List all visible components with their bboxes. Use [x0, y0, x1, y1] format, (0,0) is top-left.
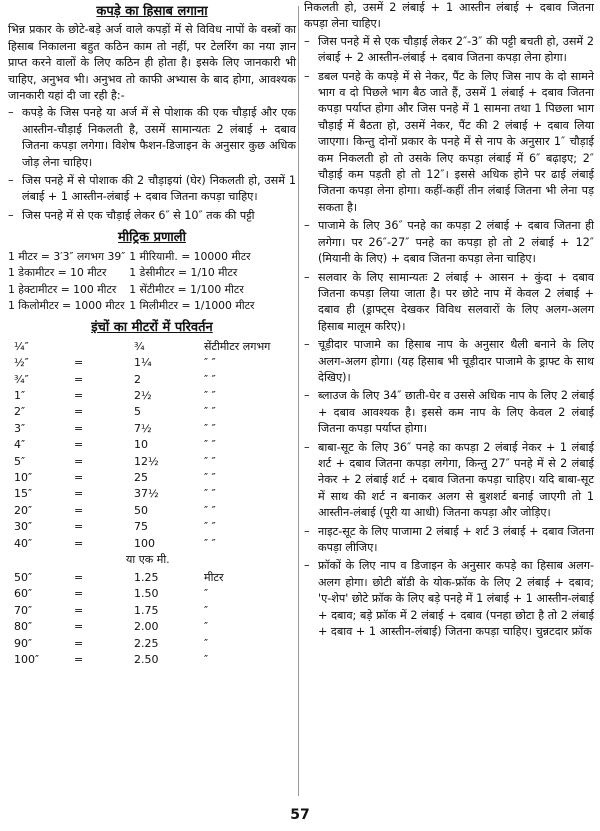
table-row	[14, 421, 284, 437]
table-cell-unit: ″ ″	[204, 454, 216, 468]
table-cell: 1 मीटर = 3′3″ लगभग 39″	[8, 249, 126, 263]
table-row	[14, 570, 284, 586]
table-cell-unit: ″ ″	[204, 356, 216, 370]
table-cell-eq: =	[74, 603, 84, 617]
meter-subheading: या एक मी.	[126, 553, 170, 566]
list-item: – फ्रॉकों के लिए नाप व डिजाइन के अनुसार कपड़े का हिसाब अलग-अलग होगा। छोटी बॉडी के योक-फ्रॉक के लिए 2 लंबाई + दबाव; 'ए-शेप' छोटे फ्रॉक के लिए बड़े पनहे में 1 लंबाई + 1 आस्तीन-लंबाई + दबाव; बड़े फ्रॉक में 2 लंबाई + दबाव (पनहा छोटा है तो 2 लंबाई + दबाव + 1 आस्तीन-लंबाई) जितना कपड़ा चाहिए। चुन्नटदार फ्रॉक	[304, 558, 594, 640]
table-cell-val: 10	[134, 438, 148, 452]
table-cell-val: ¾	[134, 339, 145, 353]
table-cell-val: 12½	[134, 454, 159, 468]
right-bullet-list	[304, 34, 594, 641]
table-cell-val: 1.50	[134, 587, 159, 601]
table-row	[8, 298, 258, 314]
table-cell-eq: =	[74, 372, 84, 386]
table-row	[14, 636, 284, 652]
table-row	[14, 437, 284, 453]
table-cell: 1 सेंटीमीटर = 1/100 मीटर	[129, 282, 244, 296]
table-cell-unit: ″ ″	[204, 372, 216, 386]
table-cell-val: 2½	[134, 388, 152, 402]
table-row	[14, 355, 284, 371]
table-row	[14, 652, 284, 668]
table-cell-eq: =	[74, 653, 84, 667]
table-cell-val: 37½	[134, 487, 159, 501]
table-cell-val: 1.75	[134, 603, 159, 617]
table-cell-unit: ″	[204, 636, 209, 650]
table-cell-unit: मीटर	[204, 571, 224, 584]
table-row	[14, 388, 284, 404]
table-cell-eq: =	[74, 421, 84, 435]
table-cell-val: 25	[134, 470, 148, 484]
table-row	[8, 265, 258, 281]
table-row	[14, 372, 284, 388]
continuation-text: निकलती हो, उसमें 2 लंबाई + 1 आस्तीन लंबाई + दबाव जितना कपड़ा लेना चाहिए।	[304, 1, 594, 31]
table-cell-inch: 4″	[14, 438, 26, 452]
table-cell-val: 1¼	[134, 356, 152, 370]
table-cell-inch: 2″	[14, 405, 26, 419]
table-cell-eq: =	[74, 487, 84, 501]
meter-conversion-table	[14, 570, 284, 668]
table-cell-unit: सेंटीमीटर लगभग	[204, 339, 271, 353]
table-cell-val: 2.25	[134, 636, 159, 650]
table-cell-inch: 30″	[14, 520, 33, 534]
table-row	[14, 470, 284, 486]
list-item: – चूड़ीदार पाजामे का हिसाब नाप के अनुसार थैली बनाने के लिए अलग-अलग होगा। (यह हिसाब भी चूड़ीदार पाजामे के ड्राफ्ट के साथ देखिए)।	[304, 337, 594, 386]
intro-paragraph: भिन्न प्रकार के छोटे-बड़े अर्ज वाले कपड़ों में से विविध नापों के वस्त्रों का हिसाब निकालना बहुत कठिन काम तो नहीं, पर टेलरिंग का नया ज्ञान प्राप्त करने वालों के लिए कठिन ही होता है। इसके लिए जानकारी भी चाहिए, अनुभव भी। अनुभव तो काफी अभ्यास के बाद होगा, आवश्यक जानकारी यहां दी जा रही है:-	[8, 23, 296, 103]
list-item: – जिस पनहे में से एक चौड़ाई लेकर 2″-3″ की पट्टी बचती हो, उसमें 2 लंबाई + 2 आस्तीन-लंबाई + दबाव जितना कपड़ा लेना होगा।	[304, 34, 594, 67]
table-cell-unit: ″ ″	[204, 405, 216, 419]
table-cell: 1 मीरियामी. = 10000 मीटर	[129, 249, 251, 263]
table-cell-unit: ″ ″	[204, 487, 216, 501]
section-heading: कपड़े का हिसाब लगाना	[96, 4, 208, 19]
table-cell-eq: =	[74, 587, 84, 601]
list-item: – नाइट-सूट के लिए पाजामा 2 लंबाई + शर्ट 3 लंबाई + दबाव जितना कपड़ा लीजिए।	[304, 524, 594, 557]
table-cell-inch: 100″	[14, 653, 40, 667]
metric-table	[8, 249, 258, 315]
table-cell-eq: =	[74, 536, 84, 550]
table-cell-unit: ″	[204, 587, 209, 601]
left-bullet-list	[8, 105, 296, 224]
table-cell-inch: 50″	[14, 571, 33, 584]
table-cell-val: 75	[134, 520, 148, 534]
table-cell-eq: =	[74, 470, 84, 484]
table-cell-inch: ¼″	[14, 339, 29, 353]
table-cell: 1 किलोमीटर = 1000 मीटर	[8, 298, 125, 312]
table-cell-inch: 80″	[14, 620, 33, 634]
table-cell-inch: 90″	[14, 636, 33, 650]
table-cell-inch: ½″	[14, 356, 29, 370]
table-cell-inch: 60″	[14, 587, 33, 601]
table-cell-eq: =	[74, 620, 84, 634]
table-cell-val: 1.25	[134, 571, 159, 584]
table-cell-inch: 15″	[14, 487, 33, 501]
table-cell-eq: =	[74, 356, 84, 370]
table-row	[14, 536, 284, 552]
table-row	[14, 404, 284, 420]
table-cell-unit: ″	[204, 653, 209, 667]
table-cell-eq: =	[74, 571, 84, 584]
table-cell-eq: =	[74, 454, 84, 468]
table-cell-val: 2	[134, 372, 141, 386]
list-item: – ब्लाउज के लिए 34″ छाती-घेर व उससे अधिक नाप के लिए 2 लंबाई + दबाव आवश्यक है। इससे कम नाप के लिए केवल 2 लंबाई जितना कपड़ा पर्याप्त होगा।	[304, 388, 594, 437]
table-cell-unit: ″	[204, 603, 209, 617]
column-divider	[298, 6, 299, 796]
table-cell-unit: ″ ″	[204, 503, 216, 517]
table-cell: 1 हेक्टामीटर = 100 मीटर	[8, 282, 117, 296]
table-cell-eq: =	[74, 405, 84, 419]
table-cell-eq: =	[74, 388, 84, 402]
list-item: – डबल पनहे के कपड़े में से नेकर, पैंट के लिए जिस नाप के दो सामने भाग व दो पिछले भाग बैठ जाते हैं, उसमें 1 लंबाई + दबाव जितना कपड़ा पर्याप्त होगा और जिस पनहे में 1 सामना तथा 1 पिछला भाग चौड़ाई में बैठता हो, उसमें नेकर, पैंट की 2 लंबाई + दबाव लिया जाएगा। किन्तु दोनों प्रकार के पनहे में से नाप के अनुसार 1″ चौड़ाई कम निकलती हो तो उसके लिए कपड़ा लंबाई में 6″ बढ़ाइए; 2″ चौड़ाई कम पड़ती हो तो 12″। इससे अधिक होने पर ढाई लंबाई जितना कपड़ा लेना होगा। कहीं-कहीं तीन लंबाई जितना भी लेना पड़ सकता है।	[304, 69, 594, 217]
list-item: – बाबा-सूट के लिए 36″ पनहे का कपड़ा 2 लंबाई नेकर + 1 लंबाई शर्ट + दबाव जितना कपड़ा लगेगा, किन्तु 27″ पनहे में से 2 लंबाई नेकर + 2 लंबाई शर्ट + दबाव जितना कपड़ा चाहिए। यदि बाबा-सूट में साथ की शर्ट न बनाकर अलग से बुशशर्ट बनाई जाएगी तो 1 आस्तीन-लंबाई (पूरी या आधी) जितना कपड़ा और जोड़िए।	[304, 440, 594, 522]
table-row	[8, 282, 258, 298]
table-row	[14, 339, 284, 355]
left-column	[8, 0, 296, 668]
table-cell-inch: 5″	[14, 454, 26, 468]
table-cell-eq: =	[74, 438, 84, 452]
list-item: – जिस पनहे में से एक चौड़ाई लेकर 6″ से 10″ तक की पट्टी	[8, 208, 296, 224]
table-row	[14, 503, 284, 519]
table-cell-inch: 1″	[14, 388, 26, 402]
table-cell-val: 7½	[134, 421, 152, 435]
table-row	[14, 486, 284, 502]
table-cell-inch: 10″	[14, 470, 33, 484]
table-cell-eq: =	[74, 636, 84, 650]
table-cell-unit: ″ ″	[204, 536, 216, 550]
table-cell-inch: 70″	[14, 603, 33, 617]
metric-heading: मीट्रिक प्रणाली	[118, 230, 186, 246]
table-row	[8, 249, 258, 265]
table-cell-val: 50	[134, 503, 148, 517]
table-cell-eq: =	[74, 503, 84, 517]
table-cell: 1 डेसीमीटर = 1/10 मीटर	[129, 266, 238, 280]
table-cell-unit: ″ ″	[204, 421, 216, 435]
conversion-heading: इंचों का मीटरों में परिवर्तन	[91, 320, 213, 336]
table-cell-val: 100	[134, 536, 155, 550]
table-row	[14, 454, 284, 470]
table-cell-inch: 3″	[14, 421, 26, 435]
table-cell-eq	[74, 339, 134, 355]
table-cell-unit: ″ ″	[204, 470, 216, 484]
list-item: – पाजामे के लिए 36″ पनहे का कपड़ा 2 लंबाई + दबाव जितना ही लगेगा। पर 26″-27″ पनहे का कपड़ा हो तो 2 लंबाई + 12″ (मियानी के लिए) + दबाव जितना कपड़ा लेना चाहिए।	[304, 218, 594, 267]
table-row	[14, 519, 284, 535]
conversion-table	[14, 339, 284, 552]
table-cell-unit: ″ ″	[204, 438, 216, 452]
list-item: – सलवार के लिए सामान्यतः 2 लंबाई + आसन + कुंदा + दबाव जितना कपड़ा लिया जाता है। पर छोटे नाप में केवल 2 लंबाई + दबाव ही (ड्राफ्ट्स देखकर विविध सलवारों के लिए अलग-अलग हिसाब मालूम करिए)।	[304, 270, 594, 336]
table-cell-inch: 20″	[14, 503, 33, 517]
table-cell-val: 5	[134, 405, 141, 419]
list-item: – कपड़े के जिस पनहे या अर्ज में से पोशाक की एक चौड़ाई और एक आस्तीन-चौड़ाई निकलती है, उसमें सामान्यतः 2 लंबाई + दबाव जितना कपड़ा लगेगा। विशेष फैशन-डिजाइन के अनुसार कुछ अधिक जोड़ लेना चाहिए।	[8, 105, 296, 171]
page-number: 57	[290, 807, 310, 823]
table-row	[14, 603, 284, 619]
table-cell-val: 2.00	[134, 620, 159, 634]
list-item: – जिस पनहे में से पोशाक की 2 चौड़ाइयां (घेर) निकलती हो, उसमें 1 लंबाई + 1 आस्तीन-लंबाई + दबाव जितना कपड़ा चाहिए।	[8, 173, 296, 206]
table-cell-unit: ″ ″	[204, 520, 216, 534]
table-cell-inch: ¾″	[14, 372, 29, 386]
table-row	[14, 586, 284, 602]
table-cell: 1 मिलीमीटर = 1/1000 मीटर	[129, 298, 255, 312]
right-column	[304, 0, 594, 642]
table-cell-eq: =	[74, 520, 84, 534]
table-cell: 1 डेकामीटर = 10 मीटर	[8, 266, 107, 280]
table-cell-val: 2.50	[134, 653, 159, 667]
table-cell-unit: ″	[204, 620, 209, 634]
table-cell-inch: 40″	[14, 536, 33, 550]
table-cell-unit: ″ ″	[204, 388, 216, 402]
table-row	[14, 619, 284, 635]
